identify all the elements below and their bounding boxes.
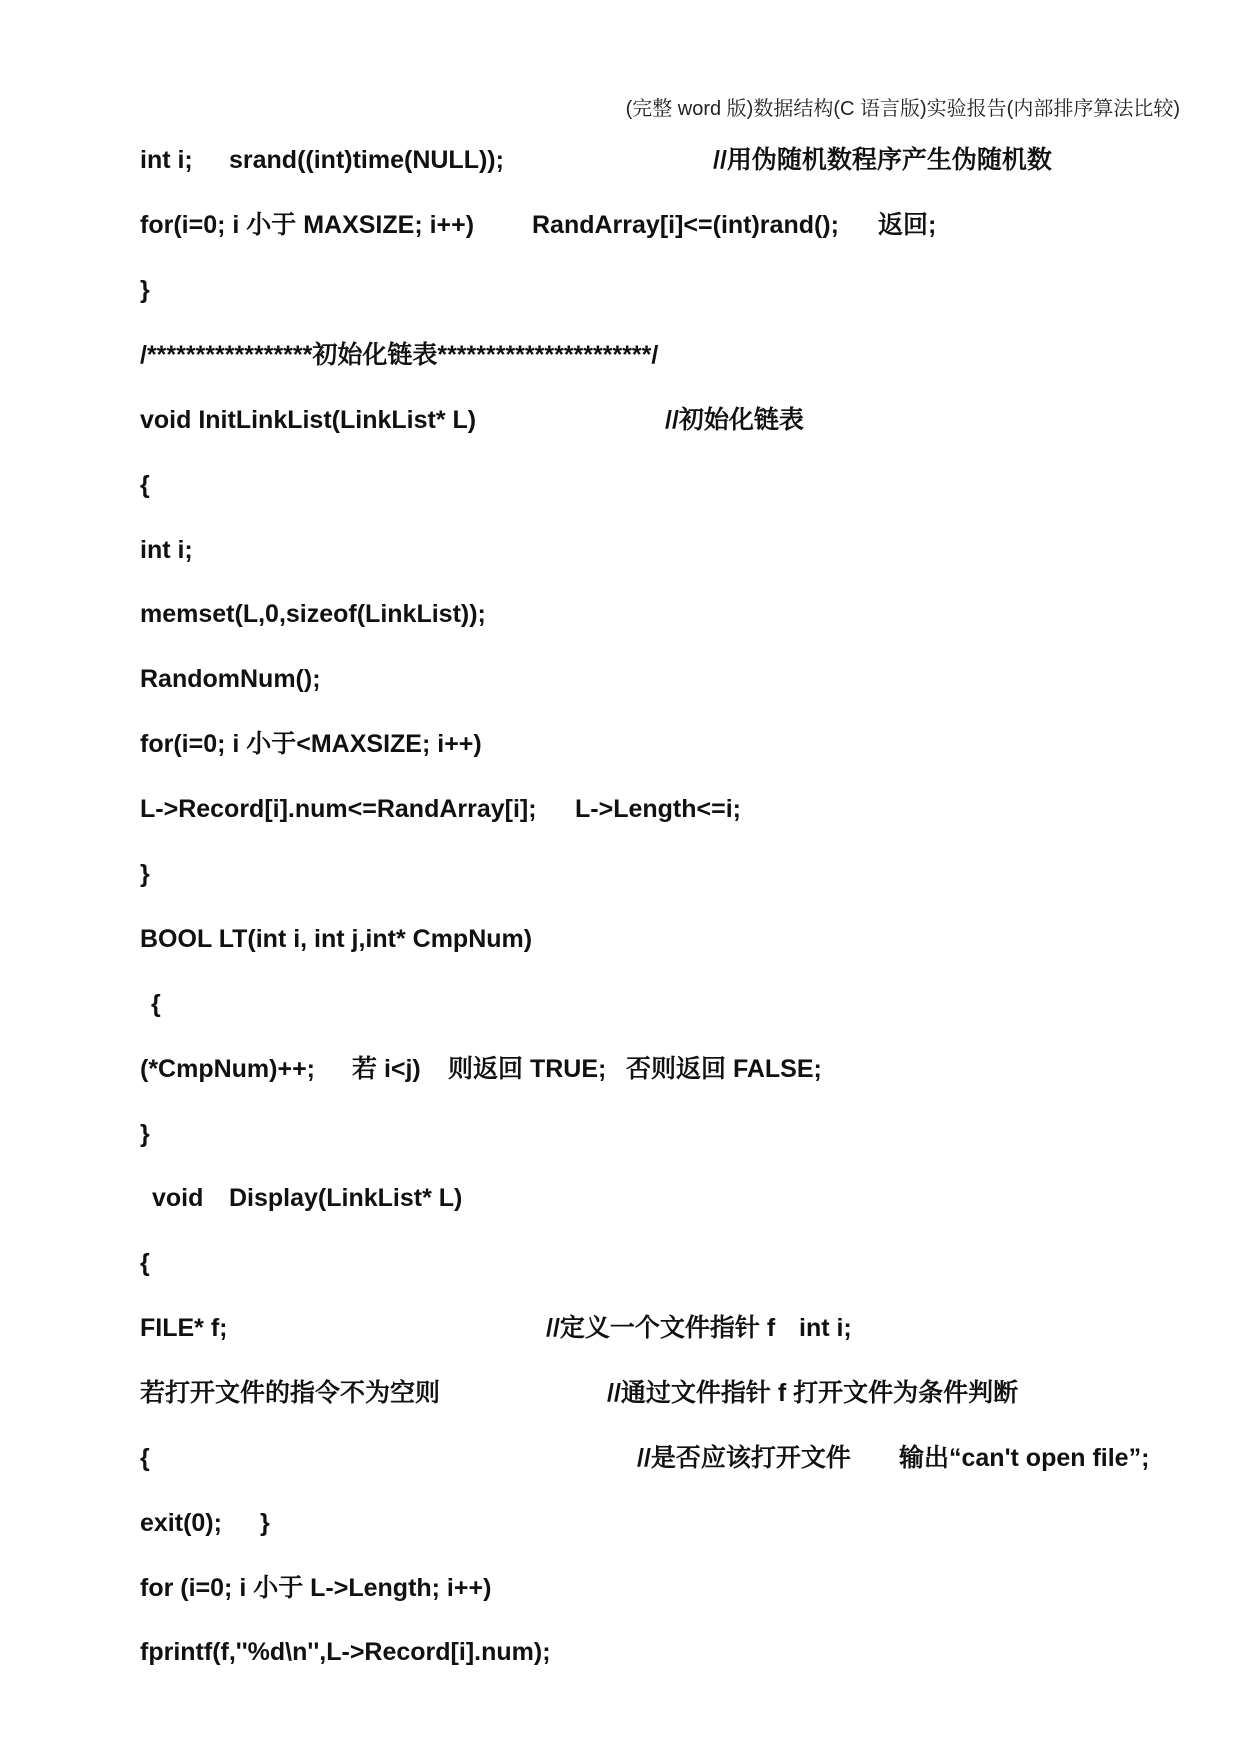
code-line [0,1183,1241,1213]
code-line [0,1443,1241,1473]
code-text: } [140,1120,150,1148]
code-text: int i; [799,1314,852,1342]
code-text: fprintf(f,''%d\n'',L->Record[i].num); [140,1638,551,1666]
code-text: int i; [140,536,193,564]
code-text: for(i=0; i 小于<MAXSIZE; i++) [140,730,482,758]
code-line [0,1573,1241,1603]
code-text: srand((int)time(NULL)); [229,146,504,174]
code-text: RandArray[i]<=(int)rand(); [532,211,839,239]
running-header: (完整 word 版)数据结构(C 语言版)实验报告(内部排序算法比较) [625,98,1180,120]
code-text: void [152,1184,204,1212]
code-text: memset(L,0,sizeof(LinkList)); [140,600,486,628]
code-text: int i; [140,146,193,174]
code-line [0,599,1241,629]
code-text: 返回; [878,211,937,239]
code-line [0,1378,1241,1408]
code-line [0,535,1241,565]
code-text: { [140,1444,150,1472]
code-line [0,145,1241,175]
code-text: 否则返回 FALSE; [626,1055,822,1083]
code-text: { [140,1249,150,1277]
code-text: } [140,276,150,304]
code-line [0,664,1241,694]
code-text: L->Length<=i; [575,795,741,823]
code-line [0,1119,1241,1149]
code-text: void InitLinkList(LinkList* L) [140,406,477,434]
code-line [0,794,1241,824]
code-line [0,470,1241,500]
code-comment: //用伪随机数程序产生伪随机数 [713,146,1052,174]
code-line [0,1054,1241,1084]
code-text: FILE* f; [140,1314,228,1342]
code-text: Display(LinkList* L) [229,1184,463,1212]
code-text: { [140,471,150,499]
code-text: RandomNum(); [140,665,321,693]
code-text: L->Record[i].num<=RandArray[i]; [140,795,537,823]
code-text: for (i=0; i 小于 L->Length; i++) [140,1574,492,1602]
code-line [0,1248,1241,1278]
code-line [0,729,1241,759]
code-line [0,405,1241,435]
code-line [0,340,1241,370]
code-line [0,859,1241,889]
code-text: (*CmpNum)++; [140,1055,316,1083]
code-line [0,1508,1241,1538]
code-line [0,989,1241,1019]
code-line [0,275,1241,305]
code-text: 若 i<j) [352,1055,421,1083]
code-text: for(i=0; i 小于 MAXSIZE; i++) [140,211,475,239]
code-text: { [151,990,161,1018]
code-text: 若打开文件的指令不为空则 [140,1379,441,1407]
code-comment: //是否应该打开文件 [637,1444,851,1472]
code-line [0,924,1241,954]
code-line [0,1637,1241,1667]
code-text: 输出“can't open file”; [899,1444,1150,1472]
code-text: BOOL LT(int i, int j,int* CmpNum) [140,925,533,953]
code-text: } [140,860,150,888]
code-text: 则返回 TRUE; [448,1055,607,1083]
code-comment: //定义一个文件指针 f [546,1314,776,1342]
code-text: } [260,1509,270,1537]
code-comment: //通过文件指针 f 打开文件为条件判断 [607,1379,1019,1407]
code-line [0,1313,1241,1343]
code-text: exit(0); [140,1509,222,1537]
code-comment: /*****************初始化链表**********************/ [140,341,659,369]
code-comment: //初始化链表 [665,406,804,434]
code-line [0,210,1241,240]
